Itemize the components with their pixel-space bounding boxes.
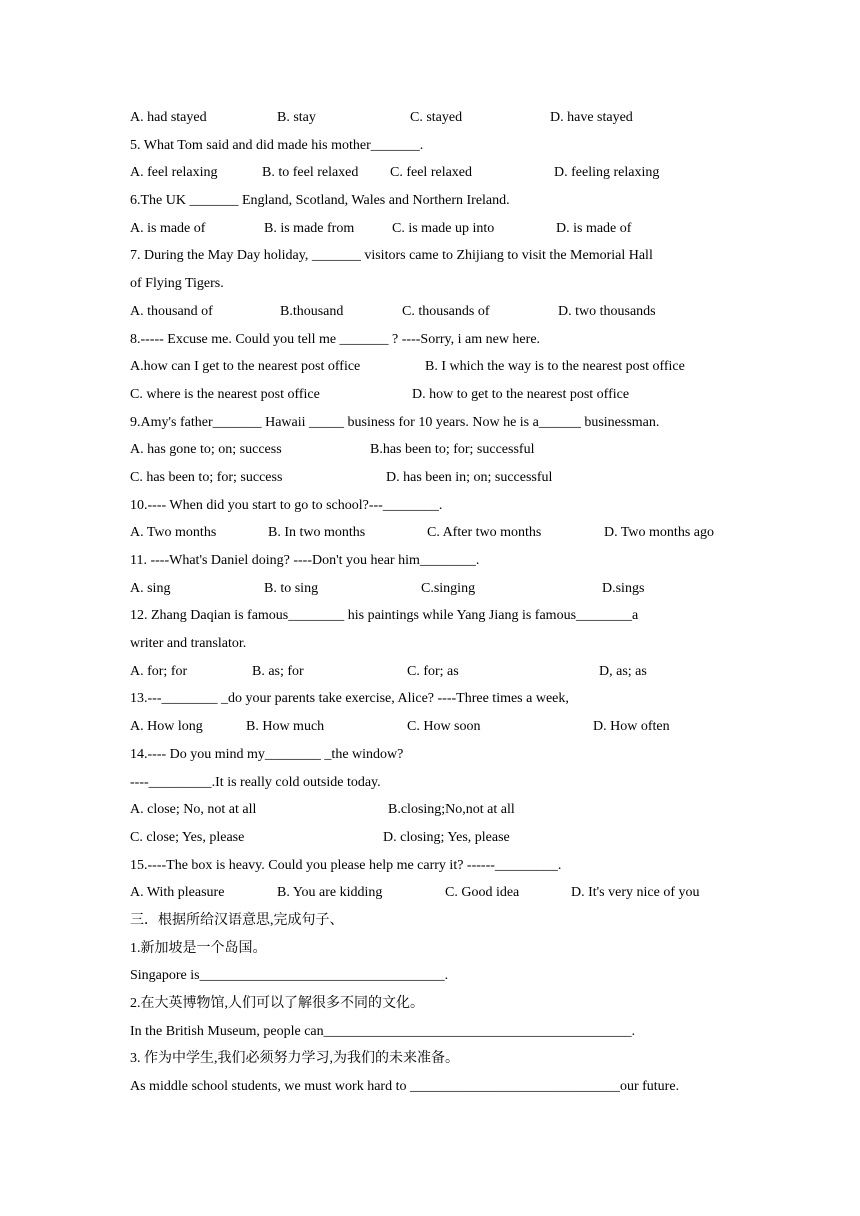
answer-option: D. How often (593, 719, 670, 735)
answer-options-row (130, 104, 733, 132)
answer-options-row (130, 658, 733, 686)
answer-option: C. where is the nearest post office (130, 386, 320, 402)
answer-options-row (130, 464, 733, 492)
answer-option: B.closing;No,not at all (388, 802, 515, 818)
answer-option: A. had stayed (130, 110, 207, 125)
question-line (130, 852, 733, 880)
line-text: Singapore is___________________________________. (130, 968, 449, 984)
answer-options-row (130, 575, 733, 603)
question-line (130, 187, 733, 215)
line-text: ----_________.It is really cold outside today. (130, 774, 381, 790)
answer-option: D. Two months ago (604, 525, 714, 541)
answer-option: D. closing; Yes, please (383, 829, 510, 845)
question-line (130, 907, 733, 935)
answer-option: B. as; for (252, 663, 304, 679)
question-line (130, 242, 733, 270)
answer-option: B. In two months (268, 525, 366, 541)
answer-option: D. has been in; on; successful (386, 469, 553, 485)
question-line (130, 990, 733, 1018)
question-line (130, 326, 733, 354)
answer-option: C.singing (421, 580, 476, 596)
line-text: 13.---________ _do your parents take exercise, Alice? ----Three times a week, (130, 691, 569, 707)
answer-option: B.has been to; for; successful (370, 442, 535, 458)
answer-option: C. is made up into (392, 220, 495, 236)
line-text: 三．根据所给汉语意思,完成句子、 (130, 912, 344, 928)
question-line (130, 769, 733, 797)
line-text: 8.----- Excuse me. Could you tell me _______ ? ----Sorry, i am new here. (130, 331, 541, 347)
answer-options-row (130, 713, 733, 741)
line-text: 12. Zhang Daqian is famous________ his paintings while Yang Jiang is famous________a (130, 608, 639, 624)
answer-option: B.thousand (280, 303, 344, 319)
answer-options-row (130, 436, 733, 464)
line-text: of Flying Tigers. (130, 276, 224, 292)
answer-option: C. Good idea (445, 885, 520, 901)
line-text: 1.新加坡是一个岛国。 (130, 940, 267, 956)
line-text: 3. 作为中学生,我们必须努力学习,为我们的未来准备。 (130, 1051, 459, 1067)
answer-option: D. have stayed (550, 110, 633, 125)
answer-option: A. How long (130, 719, 203, 735)
answer-option: B. I which the way is to the nearest post office (425, 359, 685, 375)
question-line (130, 962, 733, 990)
question-line (130, 270, 733, 298)
question-line (130, 492, 733, 520)
line-text: 7. During the May Day holiday, _______ visitors came to Zhijiang to visit the Memorial Hall (130, 248, 653, 264)
line-text: 14.---- Do you mind my________ _the window? (130, 746, 404, 762)
question-line (130, 409, 733, 437)
line-text: 10.---- When did you start to go to school?---________. (130, 497, 443, 513)
line-text: As middle school students, we must work hard to ______________________________our future. (130, 1079, 680, 1095)
answer-option: A. for; for (130, 663, 188, 679)
line-text: 6.The UK _______ England, Scotland, Wales and Northern Ireland. (130, 193, 510, 209)
answer-option: A. Two months (130, 525, 217, 541)
answer-option: C. close; Yes, please (130, 829, 245, 845)
answer-option: A. sing (130, 580, 171, 596)
answer-option: B. stay (277, 110, 316, 125)
answer-option: B. to feel relaxed (262, 165, 359, 181)
answer-options-row (130, 796, 733, 824)
question-line (130, 132, 733, 160)
answer-option: C. has been to; for; success (130, 469, 283, 485)
question-line (130, 685, 733, 713)
answer-options-row (130, 215, 733, 243)
answer-option: C. stayed (410, 110, 463, 125)
answer-option: A. thousand of (130, 303, 213, 319)
answer-option: B. to sing (264, 580, 319, 596)
answer-options-row (130, 353, 733, 381)
answer-options-row (130, 381, 733, 409)
question-line (130, 630, 733, 658)
line-text: 11. ----What's Daniel doing? ----Don't you hear him________. (130, 553, 480, 568)
answer-options-row (130, 519, 733, 547)
line-text: 9.Amy's father_______ Hawaii _____ business for 10 years. Now he is a______ businessman. (130, 414, 660, 430)
answer-option: D, as; as (599, 663, 647, 679)
answer-option: B. How much (246, 719, 325, 735)
answer-option: D. feeling relaxing (554, 165, 660, 181)
answer-option: A. close; No, not at all (130, 802, 257, 818)
answer-option: D. two thousands (558, 303, 656, 319)
question-line (130, 547, 733, 575)
answer-options-row (130, 879, 733, 907)
answer-option: C. for; as (407, 663, 459, 679)
answer-option: B. is made from (264, 220, 355, 236)
answer-option: D.sings (602, 580, 645, 596)
line-text: In the British Museum, people can____________________________________________. (130, 1023, 636, 1039)
worksheet-page (130, 104, 733, 1101)
question-line (130, 741, 733, 769)
question-line (130, 1073, 733, 1101)
line-text: 5. What Tom said and did made his mother_______. (130, 137, 424, 153)
question-line (130, 935, 733, 963)
answer-option: A. is made of (130, 220, 206, 236)
line-text: 15.----The box is heavy. Could you please help me carry it? ------_________. (130, 857, 562, 873)
answer-option: A.how can I get to the nearest post office (130, 359, 361, 375)
answer-options-row (130, 824, 733, 852)
question-line (130, 1045, 733, 1073)
answer-option: D. It's very nice of you (571, 885, 700, 901)
answer-option: C. thousands of (402, 303, 490, 319)
answer-option: C. After two months (427, 525, 542, 541)
answer-option: C. feel relaxed (390, 165, 473, 181)
answer-options-row (130, 159, 733, 187)
answer-option: D. is made of (556, 220, 632, 236)
answer-option: B. You are kidding (277, 885, 383, 901)
line-text: 2.在大英博物馆,人们可以了解很多不同的文化。 (130, 996, 424, 1011)
line-text: writer and translator. (130, 636, 247, 652)
answer-options-row (130, 298, 733, 326)
answer-option: A. has gone to; on; success (130, 442, 282, 458)
answer-option: A. With pleasure (130, 885, 225, 901)
question-line-justified (130, 602, 733, 630)
question-line (130, 1018, 733, 1046)
answer-option: C. How soon (407, 719, 481, 735)
answer-option: A. feel relaxing (130, 165, 218, 181)
answer-option: D. how to get to the nearest post office (412, 386, 630, 402)
